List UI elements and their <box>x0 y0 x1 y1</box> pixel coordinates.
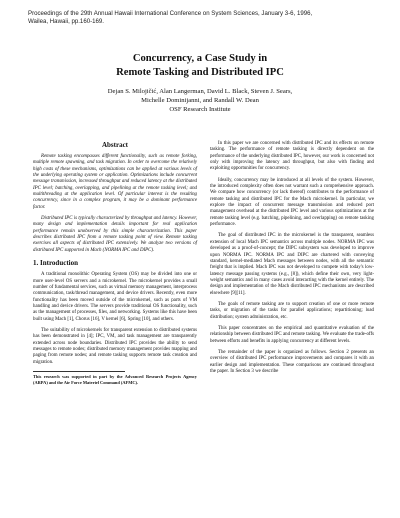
body-paragraph-6: The remainder of the paper is organized as follows. Section 2 presents an overview of distributed IPC performance improvements and compares it with an earlier design and implementation. These comparisons are continued throughout the paper. In Section 3 we describe <box>210 349 374 374</box>
right-column <box>210 141 374 380</box>
abstract-paragraph-2: Distributed IPC is typically characterized by throughput and latency. However, many design and implementation details important for real application performance remain unobserved by this simple characterization. This paper describes distributed IPC from a remote tasking point of view. Remote tasking exercises all aspects of distributed IPC extensively. We analyze two versions of distributed IPC supported in Mach (NORMA IPC and DIPC). <box>33 216 197 253</box>
footnote-rule <box>33 371 125 372</box>
author-line-2: Michelle Dominijanni, and Randall W. Dean <box>141 97 259 104</box>
author-block <box>0 87 400 114</box>
abstract-heading: Abstract <box>101 141 129 149</box>
proceedings-header: Proceedings of the 29th Annual Hawaii International Conference on System Sciences, January 3-6, 1996, Wailea, Hawaii, pp.160-169. <box>28 10 313 25</box>
body-paragraph-4: The goals of remote tasking are to support creation of one or more remote tasks, or migration of the tasks for parallel applications; repartitioning; load distribution; system administration, etc. <box>210 301 374 320</box>
abstract-paragraph-1: Remote tasking encompasses different functionality, such as remote forking, multiple remote spawning, and task migration. In order to overcome the relatively high costs of these mechanisms, optimizations can be applied at various levels of the underlying operating system or application. Optimizations include concurrent message transmission, increased throughput and reduced latency at the distributed IPC level; batching, overlapping, and pipelining at the remote tasking level; and multithreading at the application level. Of particular interest is the resulting concurrency, since in a complex program, it may be a dominant performance factor. <box>33 154 197 210</box>
paper-title <box>0 52 400 80</box>
intro-paragraph-2: The suitability of microkernels for transparent extension to distributed systems has been demonstrated in [4]; IPC, VM, and task management are transparently extended across node boundaries. Distributed IPC provides the ability to send messages to remote nodes; distributed memory management provides mapping and paging from remote nodes; and remote tasking supports remote task creation and migration. <box>33 327 197 365</box>
introduction-heading: 1. Introduction <box>33 259 78 268</box>
left-column <box>33 141 197 385</box>
title-line-2: Remote Tasking and Distributed IPC <box>116 67 284 78</box>
author-line-1: Dejan S. Milojičić, Alan Langerman, David L. Black, Steven J. Sears, <box>107 88 293 95</box>
title-line-1: Concurrency, a Case Study in <box>132 53 268 64</box>
body-paragraph-3: The goal of distributed IPC in the microkernel is the transparent, seamless extension of local Mach IPC semantics across multiple nodes. NORMA IPC was developed as a proof-of-concept; the DIPC subsystem was developed to improve upon NORMA IPC. NORMA IPC and DIPC are chartered with conveying standard, kernel-mediated Mach messages between nodes, with all the semantic freight that is implied. Mach IPC was not developed to compete with today's low-latency message passing systems (e.g., [8]), which define their own, very light-weight semantics and in many cases avoid interacting with the kernel entirely. The design and implementation of the Mach distributed IPC mechanisms are described elsewhere [9][11]. <box>210 233 374 296</box>
body-paragraph-5: This paper concentrates on the empirical and quantitative evaluation of the relationship between distributed IPC and remote tasking. We evaluate the trade-offs between efforts and benefits in applying concurrency at different levels. <box>210 325 374 344</box>
intro-paragraph-1: A traditional monolithic Operating System (OS) may be divided into one or more user-level OS servers and a microkernel. The microkernel provides a small number of fundamental services, such as virtual memory management, interprocess communication, task/thread management, and device drivers. Recently, even more functionality has been moved outside of the microkernel, such as parts of VM handling and device drivers. The servers provide traditional OS functionality, such as the management of processes, files, and networking. Systems like this have been built using Mach [1], Chorus [16], V kernel [6], Spring [10], and others. <box>33 272 197 322</box>
body-paragraph-1: In this paper we are concerned with distributed IPC and its effects on remote tasking. The performance of remote tasking is directly dependent on the performance of the underlying distributed IPC, however, our work is concerned not only with improving the latency and throughput, but also with finding and exploiting opportunities for concurrency. <box>210 141 374 172</box>
footnote: This research was supported in part by the Advanced Research Projects Agency (ARPA) and the Air Force Materiel Command (AFMC). <box>33 373 197 385</box>
affiliation: OSF Research Institute <box>169 106 231 113</box>
body-paragraph-2: Ideally, concurrency may be introduced at all levels of the system. However, the introduced complexity often does not warrant such a comprehensive approach. We compare how concurrency (or lack thereof) contributes to the performance of remote tasking and distributed IPC for the Mach microkernel. In particular, we explore the impact of concurrent message transmission and reduced port management overhead at the distributed IPC level and various optimizations at the remote tasking level (e.g. batching, pipelining, and overlapping) on remote tasking performance. <box>210 177 374 228</box>
